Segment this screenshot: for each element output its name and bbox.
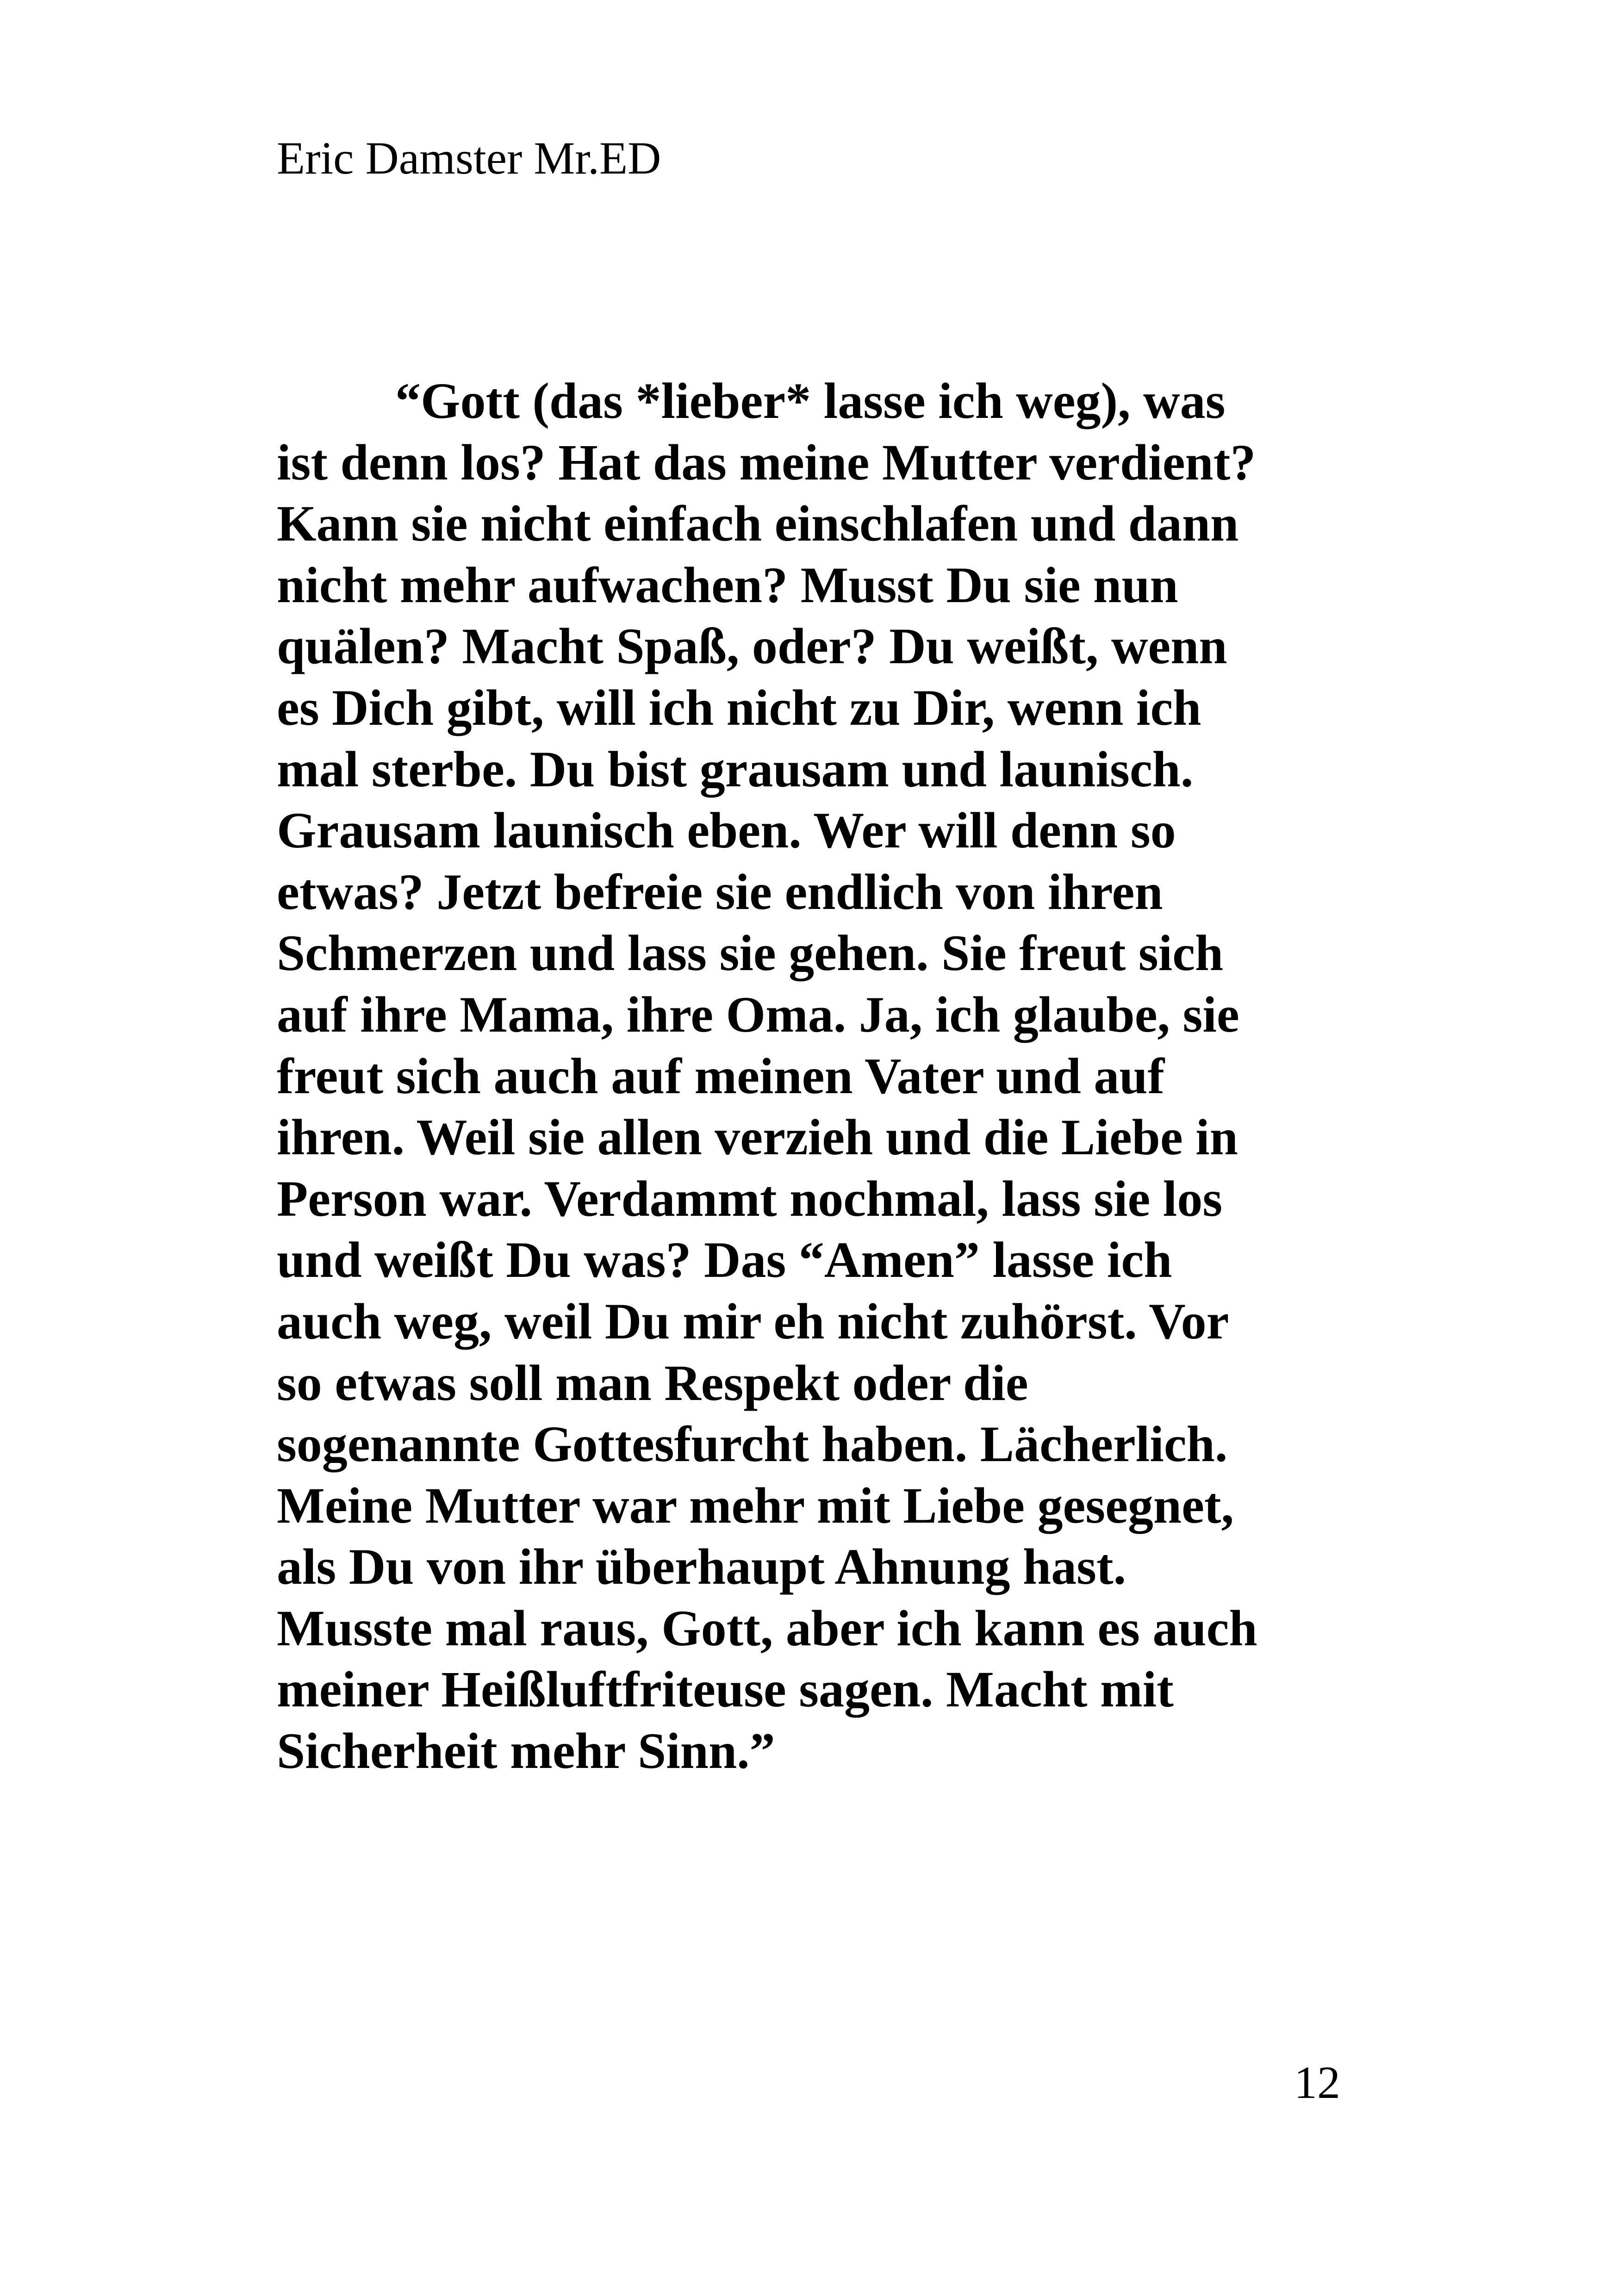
- text-line: sogenannte Gottesfurcht haben. Lächerlich.: [277, 1416, 1228, 1473]
- text-line: Meine Mutter war mehr mit Liebe gesegnet,: [277, 1477, 1234, 1534]
- text-line: Musste mal raus, Gott, aber ich kann es auch: [277, 1599, 1257, 1656]
- text-line: ihren. Weil sie allen verzieh und die Liebe in: [277, 1109, 1238, 1166]
- text-line: nicht mehr aufwachen? Musst Du sie nun: [277, 556, 1178, 613]
- text-line: Person war. Verdammt nochmal, lass sie los: [277, 1170, 1223, 1227]
- text-line: meiner Heißluftfriteuse sagen. Macht mit: [277, 1661, 1174, 1718]
- body-paragraph: [277, 370, 1341, 1782]
- text-line: freut sich auch auf meinen Vater und auf: [277, 1047, 1165, 1104]
- text-line: quälen? Macht Spaß, oder? Du weißt, wenn: [277, 618, 1227, 675]
- text-line: es Dich gibt, will ich nicht zu Dir, wenn ich: [277, 679, 1201, 736]
- page-number: 12: [1294, 2057, 1340, 2108]
- running-header: Eric Damster Mr.ED: [277, 132, 661, 184]
- text-line: etwas? Jetzt befreie sie endlich von ihren: [277, 863, 1163, 920]
- text-line: Schmerzen und lass sie gehen. Sie freut sich: [277, 925, 1224, 982]
- text-line: auch weg, weil Du mir eh nicht zuhörst. Vor: [277, 1293, 1229, 1350]
- text-line: auf ihre Mama, ihre Oma. Ja, ich glaube, sie: [277, 986, 1239, 1043]
- text-line: “Gott (das *lieber* lasse ich weg), was: [395, 373, 1226, 429]
- text-line: mal sterbe. Du bist grausam und launisch.: [277, 740, 1194, 797]
- text-line: Kann sie nicht einfach einschlafen und dann: [277, 495, 1239, 552]
- text-line: so etwas soll man Respekt oder die: [277, 1354, 1028, 1411]
- text-line: Sicherheit mehr Sinn.”: [277, 1723, 775, 1780]
- text-line: ist denn los? Hat das meine Mutter verdient?: [277, 434, 1256, 491]
- text-line: Grausam launisch eben. Wer will denn so: [277, 802, 1176, 859]
- text-line: und weißt Du was? Das “Amen” lasse ich: [277, 1232, 1172, 1288]
- text-line: als Du von ihr überhaupt Ahnung hast.: [277, 1538, 1126, 1595]
